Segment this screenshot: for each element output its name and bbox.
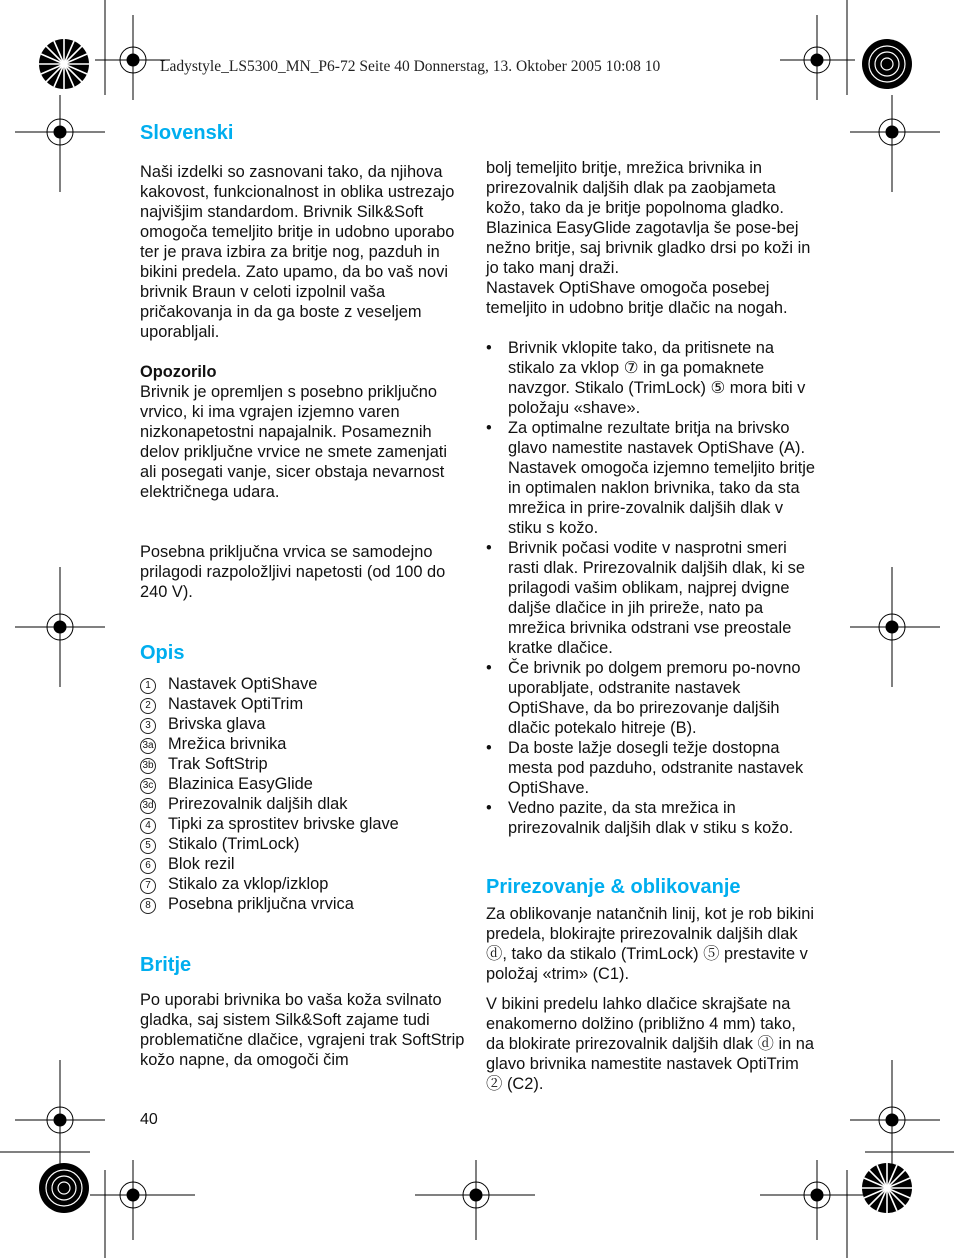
prirez-paragraph-1: Za oblikovanje natančnih linij, kot je rob bikini predela, blokirajte prirezovalnik daljših dlak ⓓ, tako da stikalo (TrimLock) ⑤ prestavite v položaj «trim» (C1). <box>486 905 814 983</box>
part-label: Tipki za sprostitev brivske glave <box>168 815 399 833</box>
part-item <box>140 854 465 874</box>
section-title-prirezovanje: Prirezovanje & oblikovanje <box>486 876 741 898</box>
part-number-icon: 5 <box>140 834 168 854</box>
part-number-icon: 3b <box>140 754 168 774</box>
voltage-paragraph: Posebna priključna vrvica se samodejno prilagodi razpoložljivi napetosti (od 100 do 240 V). <box>140 543 446 601</box>
part-item <box>140 734 465 754</box>
part-item <box>140 834 465 854</box>
page-number: 40 <box>140 1111 158 1128</box>
part-number-icon: 2 <box>140 694 168 714</box>
part-label: Nastavek OptiTrim <box>168 695 304 713</box>
instructions-list <box>486 338 816 838</box>
britje-paragraph: Po uporabi brivnika bo vaša koža svilnato gladka, saj sistem Silk&Soft zajame tudi problematične dlačice, vgrajeni trak SoftStrip kožo napne, da omogoči čim <box>140 991 465 1069</box>
part-item <box>140 794 465 814</box>
part-item <box>140 814 465 834</box>
part-item <box>140 694 465 714</box>
part-number-icon: 4 <box>140 814 168 834</box>
part-number-icon: 1 <box>140 674 168 694</box>
section-title-slovenski: Slovenski <box>140 122 234 144</box>
part-label: Posebna priključna vrvica <box>168 895 354 913</box>
starburst-tl <box>39 39 89 89</box>
instruction-item: • Brivnik počasi vodite v nasprotni smeri rasti dlak. Prirezovalnik daljših dlak, ki se prilagodi vašim oblikam, najprej dvigne daljše dlačice in jih prireže, nato pa mrežica brivnika odstrani vse preostale kratke dlačice. <box>486 538 816 658</box>
crosshair-tr <box>780 15 855 100</box>
part-item <box>140 774 465 794</box>
instruction-item: • Vedno pazite, da sta mrežica in prirezovalnik daljših dlak v stiku s kožo. <box>486 798 816 838</box>
left-column <box>140 120 465 1070</box>
print-header: Ladystyle_LS5300_MN_P6-72 Seite 40 Donnerstag, 13. Oktober 2005 10:08 10 <box>160 58 661 75</box>
right-column <box>486 158 816 1094</box>
part-number-icon: 6 <box>140 854 168 874</box>
part-item <box>140 674 465 694</box>
continued-paragraph: bolj temeljito britje, mrežica brivnika in prirezovalnik daljših dlak pa zaobjameta kožo, tako da je britje popolnoma gladko. Blazinica EasyGlide zagotavlja še pose-bej nežno britje, saj brivnik gladko drsi po koži in jo tako manj draži. <box>486 159 811 277</box>
part-label: Nastavek OptiShave <box>168 675 318 693</box>
part-number-icon: 3 <box>140 714 168 734</box>
section-title-britje: Britje <box>140 954 192 976</box>
instruction-item: • Za optimalne rezultate britja na brivsko glavo namestite nastavek OptiShave (A). Nastavek omogoča izjemno temeljito britje in optimalen naklon brivnika, tako da sta mrežica in prire-zovalnik daljših dlak v stiku s kožo. <box>486 418 816 538</box>
part-label: Blazinica EasyGlide <box>168 775 313 793</box>
warning-paragraph: Brivnik je opremljen s posebno priključno vrvico, ki ima vgrajen izjemno varen nizkonapetostni napajalnik. Posameznih delov priključne vrvice ne smete zamenjati ali posegati vanje, sicer obstaja nevarnost električnega udara. <box>140 383 448 501</box>
part-number-icon: 8 <box>140 894 168 914</box>
intro-paragraph: Naši izdelki so zasnovani tako, da njihova kakovost, funkcionalnost in oblika ustrezajo najvišjim standardom. Brivnik Silk&Soft omogoča temeljito britje in udobno uporabo ter je prava izbira za britje nog, pazduh in bikini predela. Zato upamo, da bo vaš novi brivnik Braun v celoti izpolnil vaša pričakovanja in da ga boste z veseljem uporabljali. <box>140 163 455 341</box>
warning-title: Opozorilo <box>140 363 217 381</box>
section-title-opis: Opis <box>140 642 185 664</box>
part-label: Brivska glava <box>168 715 266 733</box>
crosshair-tl <box>95 15 170 100</box>
starburst-bl <box>39 1163 89 1213</box>
part-item <box>140 874 465 894</box>
part-number-icon: 3c <box>140 774 168 794</box>
part-label: Prirezovalnik daljših dlak <box>168 795 348 813</box>
part-number-icon: 3d <box>140 794 168 814</box>
part-label: Trak SoftStrip <box>168 755 268 773</box>
prirez-paragraph-2: V bikini predelu lahko dlačice skrajšate na enakomerno dolžino (približno 4 mm) tako, da blokirate prirezovalnik daljših dlak ⓓ in na glavo brivnika namestite nastavek OptiTrim ② (C2). <box>486 995 814 1093</box>
part-label: Mrežica brivnika <box>168 735 287 753</box>
part-item <box>140 754 465 774</box>
part-label: Stikalo za vklop/izklop <box>168 875 329 893</box>
instruction-item: • Da boste lažje dosegli težje dostopna mesta pod pazduho, odstranite nastavek OptiShave. <box>486 738 816 798</box>
starburst-br <box>862 1163 912 1213</box>
starburst-tr <box>862 39 912 89</box>
part-label: Stikalo (TrimLock) <box>168 835 300 853</box>
part-number-icon: 7 <box>140 874 168 894</box>
part-number-icon: 3a <box>140 734 168 754</box>
part-item <box>140 894 465 914</box>
parts-list <box>140 674 465 914</box>
instruction-item: • Če brivnik po dolgem premoru po-novno uporabljate, odstranite nastavek OptiShave, da bo prirezovanje daljših dlačic potekalo hitreje (B). <box>486 658 816 738</box>
optishave-paragraph: Nastavek OptiShave omogoča posebej temeljito in udobno britje dlačic na nogah. <box>486 279 788 317</box>
instruction-item: • Brivnik vklopite tako, da pritisnete na stikalo za vklop ⑦ in ga pomaknete navzgor. Stikalo (TrimLock) ⑤ mora biti v položaju «shave». <box>486 338 816 418</box>
part-item <box>140 714 465 734</box>
part-label: Blok rezil <box>168 855 235 873</box>
